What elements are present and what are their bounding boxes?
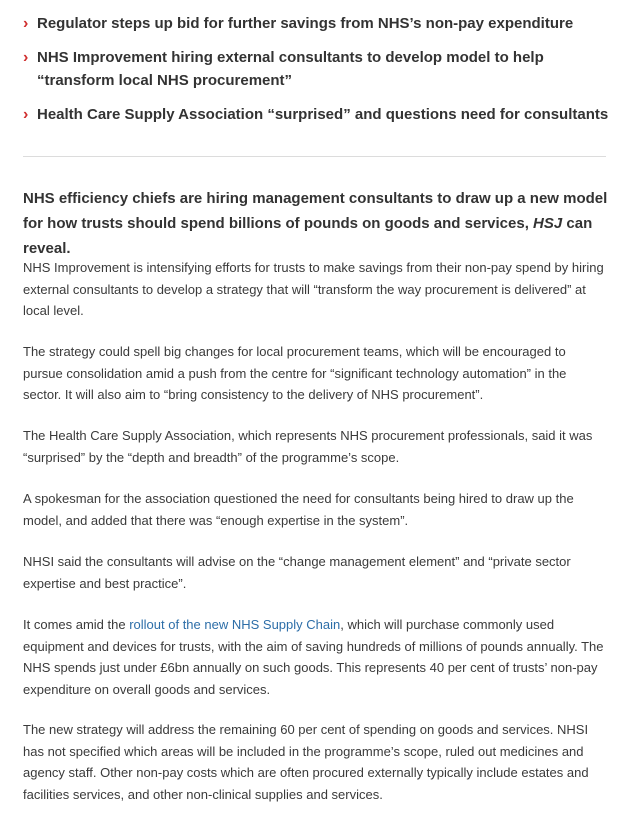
body-paragraph: The Health Care Supply Association, which represents NHS procurement professionals, said it was “surprised” by the “depth and breadth” of the programme’s scope. xyxy=(23,428,593,465)
chevron-right-icon: › xyxy=(23,49,29,66)
chevron-right-icon: › xyxy=(23,15,29,32)
summary-item xyxy=(23,46,613,92)
body-paragraph: The new strategy will address the remaining 60 per cent of spending on goods and services. NHSI has not specified which areas will be included in the programme’s scope, ruled out medicines and agency staff. Other non-pay costs which are often procured externally typically include estates and facilities services, and other non-clinical supplies and services. xyxy=(23,722,589,802)
section-divider xyxy=(23,156,606,157)
summary-item-text: NHS Improvement hiring external consultants to develop model to help “transform local NHS procurement” xyxy=(37,49,544,89)
summary-item xyxy=(23,103,613,126)
body-paragraph: NHSI said the consultants will advise on the “change management element” and “private sector expertise and best practice”. xyxy=(23,554,571,591)
paragraph-text: It comes amid the xyxy=(23,617,130,632)
summary-item xyxy=(23,12,613,35)
summary-item-text: Regulator steps up bid for further savings from NHS’s non-pay expenditure xyxy=(37,15,574,32)
body-paragraph: The strategy could spell big changes for local procurement teams, which will be encouraged to pursue consolidation amid a push from the centre for “significant technology automation” in the sector. It will also aim to “bring consistency to the delivery of NHS procurement”. xyxy=(23,344,567,402)
standfirst-text-end: can reveal. xyxy=(23,215,593,257)
body-paragraph: NHS Improvement is intensifying efforts for trusts to make savings from their non-pay spend by hiring external consultants to develop a strategy that will “transform the way procurement is delivered” at local level. xyxy=(23,260,604,318)
body-paragraph: A spokesman for the association questioned the need for consultants being hired to draw up the model, and added that there was “enough expertise in the system”. xyxy=(23,491,574,528)
standfirst-text: NHS efficiency chiefs are hiring management consultants to draw up a new model for how trusts should spend billions of pounds on goods and services, xyxy=(23,190,608,232)
body-paragraph xyxy=(23,614,606,700)
chevron-right-icon: › xyxy=(23,106,29,123)
summary-item-text: Health Care Supply Association “surprised” and questions need for consultants xyxy=(37,106,609,123)
article-standfirst xyxy=(23,186,613,261)
paragraph-text: , which will purchase commonly used equipment and devices for trusts, with the aim of saving hundreds of millions of pounds annually. The NHS spends just under £6bn annually on such goods. This represents 40 per cent of trusts’ non-pay expenditure on overall goods and services. xyxy=(23,617,604,697)
publication-name: HSJ xyxy=(533,215,563,232)
nhs-supply-chain-link[interactable]: rollout of the new NHS Supply Chain xyxy=(129,617,341,632)
